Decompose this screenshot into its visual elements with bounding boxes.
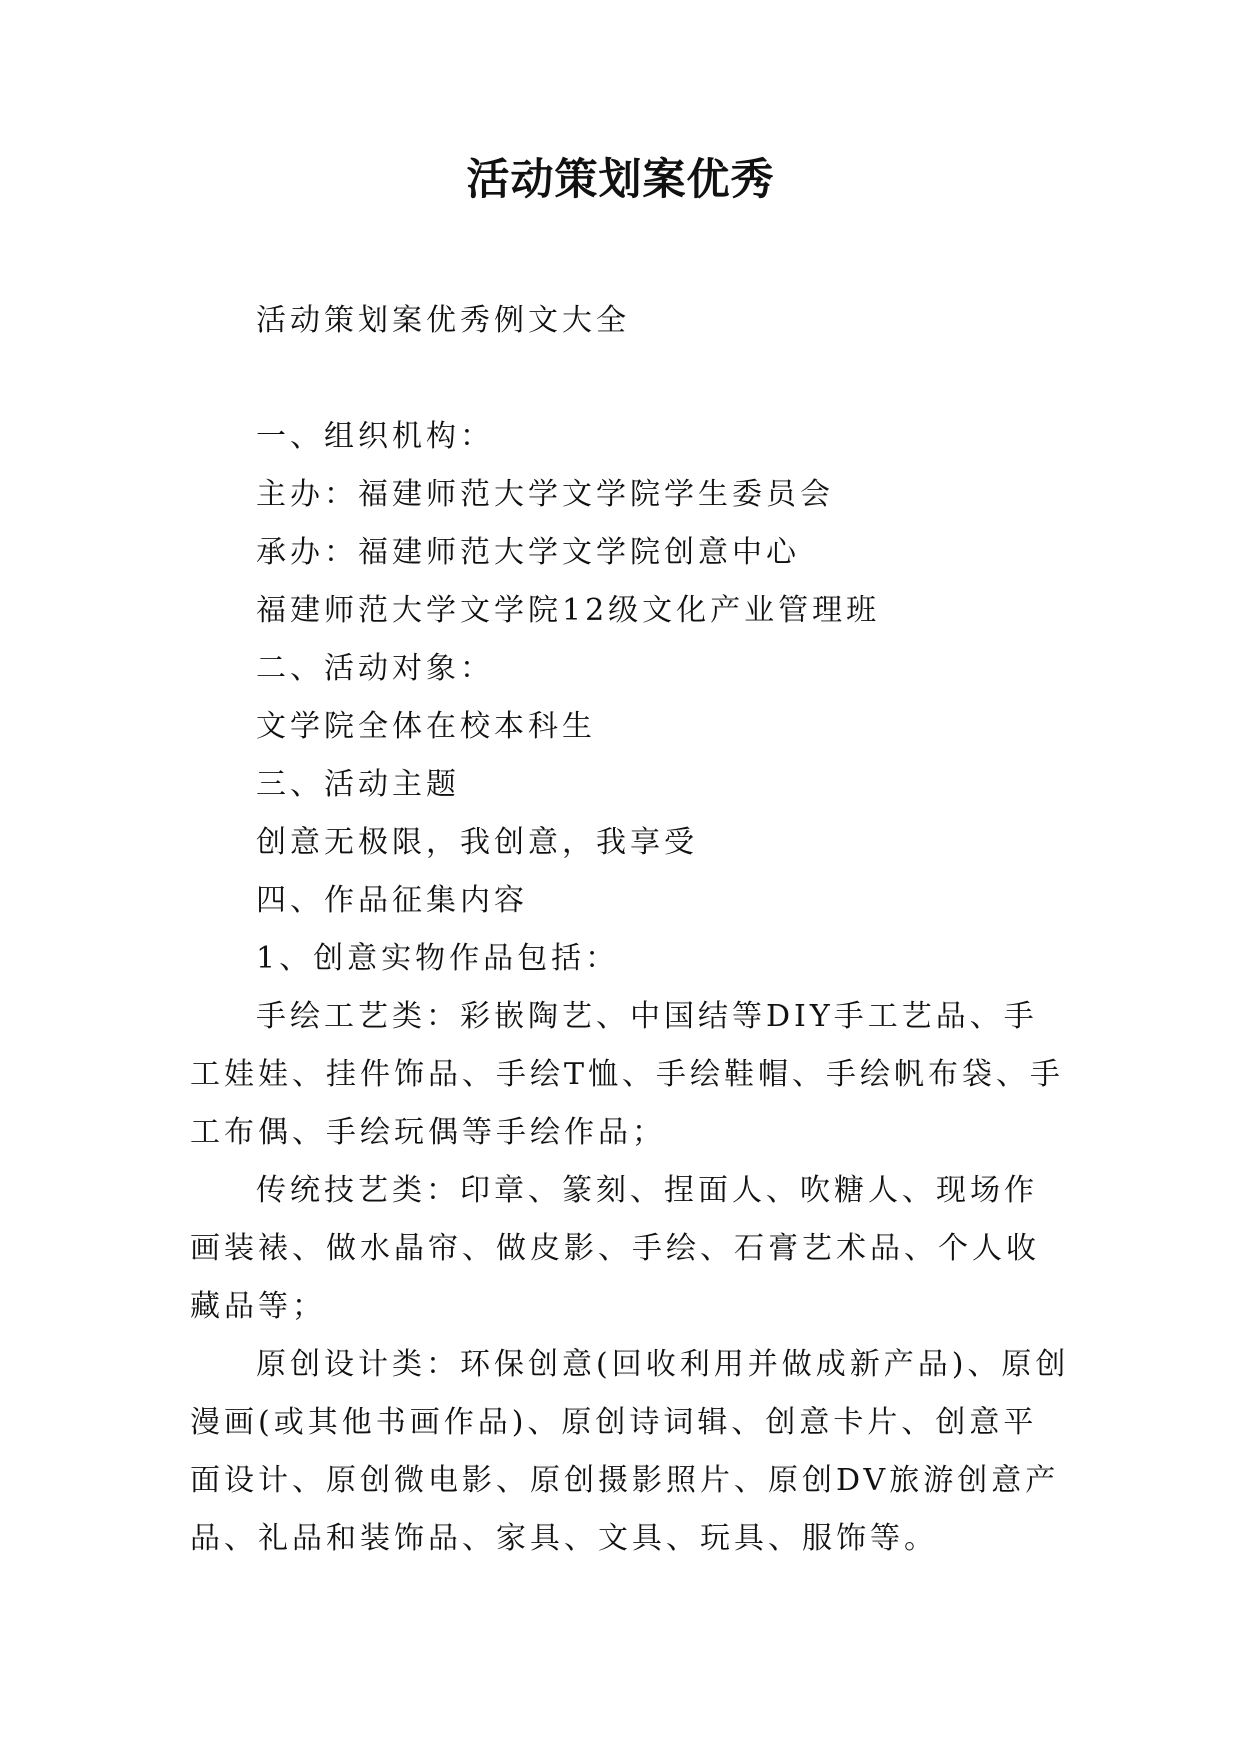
- paragraph: 二、活动对象：: [256, 651, 494, 686]
- document-body: [190, 292, 1070, 1568]
- paragraph: 原创设计类：环保创意(回收利用并做成新产品)、原创漫画(或其他书画作品)、原创诗词辑、创意卡片、创意平面设计、原创微电影、原创摄影照片、原创DV旅游创意产品、礼品和装饰品、家具、文具、玩具、服饰等。: [190, 1347, 1070, 1556]
- paragraph: 三、活动主题: [256, 767, 460, 802]
- paragraph: 承办：福建师范大学文学院创意中心: [256, 535, 800, 570]
- document-subtitle: 活动策划案优秀例文大全: [256, 303, 630, 338]
- paragraph: 文学院全体在校本科生: [256, 709, 596, 744]
- document-title: 活动策划案优秀: [466, 155, 775, 205]
- paragraph: 创意无极限，我创意，我享受: [256, 825, 698, 860]
- paragraph: 一、组织机构：: [256, 419, 494, 454]
- paragraph: 手绘工艺类：彩嵌陶艺、中国结等DIY手工艺品、手工娃娃、挂件饰品、手绘T恤、手绘鞋帽、手绘帆布袋、手工布偶、手绘玩偶等手绘作品；: [190, 999, 1065, 1150]
- paragraph: 1、创意实物作品包括：: [256, 941, 620, 976]
- paragraph: 主办：福建师范大学文学院学生委员会: [256, 477, 834, 512]
- paragraph: 传统技艺类：印章、篆刻、捏面人、吹糖人、现场作画装裱、做水晶帘、做皮影、手绘、石膏艺术品、个人收藏品等；: [190, 1173, 1040, 1324]
- paragraph: 福建师范大学文学院12级文化产业管理班: [256, 593, 881, 628]
- paragraph: 四、作品征集内容: [256, 883, 528, 918]
